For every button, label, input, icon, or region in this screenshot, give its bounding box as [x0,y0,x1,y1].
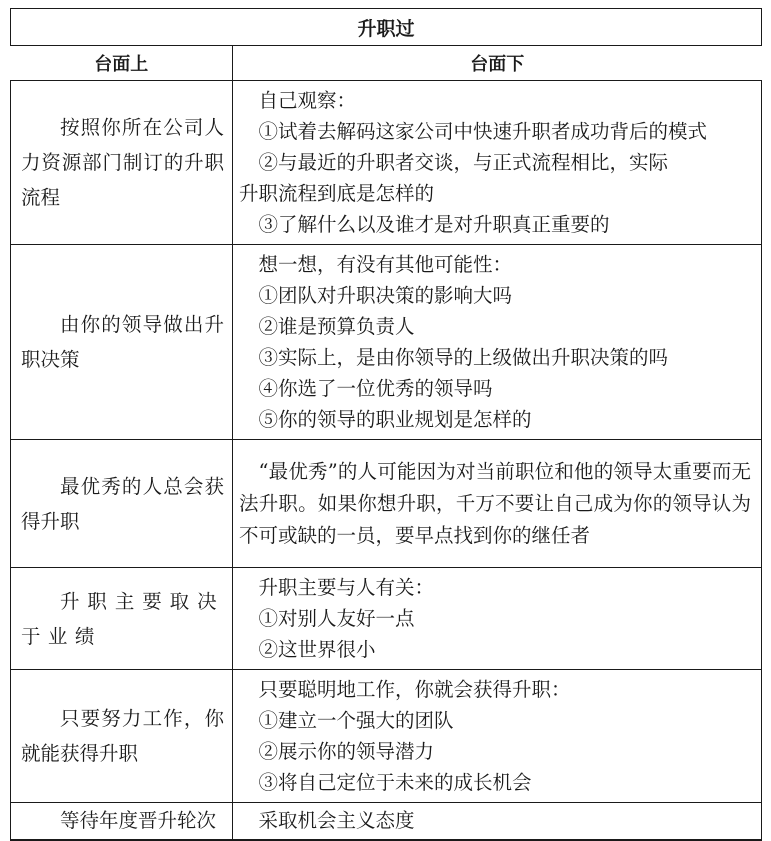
backstage-line: ③实际上，是由你领导的上级做出升职决策的吗 [258,346,669,369]
onstage-text: 等待年度晋升轮次 [60,809,217,832]
onstage-cell [11,670,233,803]
onstage-cell [11,440,233,568]
table-row [11,81,762,245]
onstage-cell [11,568,233,670]
onstage-cell [11,81,233,245]
backstage-line: ④你选了一位优秀的领导吗 [258,377,493,400]
backstage-line: ②谁是预算负责人 [258,315,415,338]
backstage-line: ⑤你的领导的职业规划是怎样的 [258,408,532,431]
backstage-line: ①建立一个强大的团队 [258,709,454,732]
table-caption-row [11,9,762,46]
promotion-table-container [10,8,761,841]
backstage-line: ②与最近的升职者交谈，与正式流程相比，实际 [258,151,669,174]
table-row [11,568,762,670]
backstage-line: 升职主要与人有关： [258,576,435,599]
backstage-cell [233,803,762,841]
backstage-line: ②展示你的领导潜力 [258,740,435,763]
table-row [11,803,762,841]
onstage-text: 升职主要取决于业绩 [21,589,224,648]
table-row [11,245,762,440]
promotion-table [10,8,762,841]
table-row [11,440,762,568]
table-title: 升职过 [11,9,762,46]
backstage-line: ①对别人友好一点 [258,607,415,630]
onstage-text: 由你的领导做出升职决策 [21,313,224,371]
backstage-cell [233,245,762,440]
backstage-line: 只要聪明地工作，你就会获得升职： [258,678,571,701]
backstage-line: ①试着去解码这家公司中快速升职者成功背后的模式 [258,120,708,143]
backstage-cell [233,670,762,803]
table-row [11,670,762,803]
backstage-cell [233,568,762,670]
backstage-line: ②这世界很小 [258,638,376,661]
backstage-line: 采取机会主义态度 [258,809,415,832]
backstage-paragraph: “最优秀”的人可能因为对当前职位和他的领导太重要而无法升职。如果你想升职，千万不要让自己成为你的领导认为不可或缺的一员，要早点找到你的继任者 [239,459,752,547]
header-onstage: 台面上 [11,46,233,81]
backstage-line: 自己观察： [258,89,357,112]
onstage-text: 最优秀的人总会获得升职 [21,474,224,533]
header-backstage: 台面下 [233,46,762,81]
backstage-line: 想一想，有没有其他可能性： [258,253,513,276]
backstage-line: ①团队对升职决策的影响大吗 [258,284,513,307]
backstage-cell [233,81,762,245]
onstage-text: 只要努力工作，你就能获得升职 [21,707,224,765]
onstage-text: 按照你所在公司人力资源部门制订的升职流程 [21,116,224,209]
backstage-line: ③了解什么以及谁才是对升职真正重要的 [258,213,610,236]
onstage-cell [11,803,233,841]
table-header-row [11,46,762,81]
backstage-cell [233,440,762,568]
backstage-line: 升职流程到底是怎样的 [239,182,435,205]
onstage-cell [11,245,233,440]
backstage-line: ③将自己定位于未来的成长机会 [258,771,532,794]
